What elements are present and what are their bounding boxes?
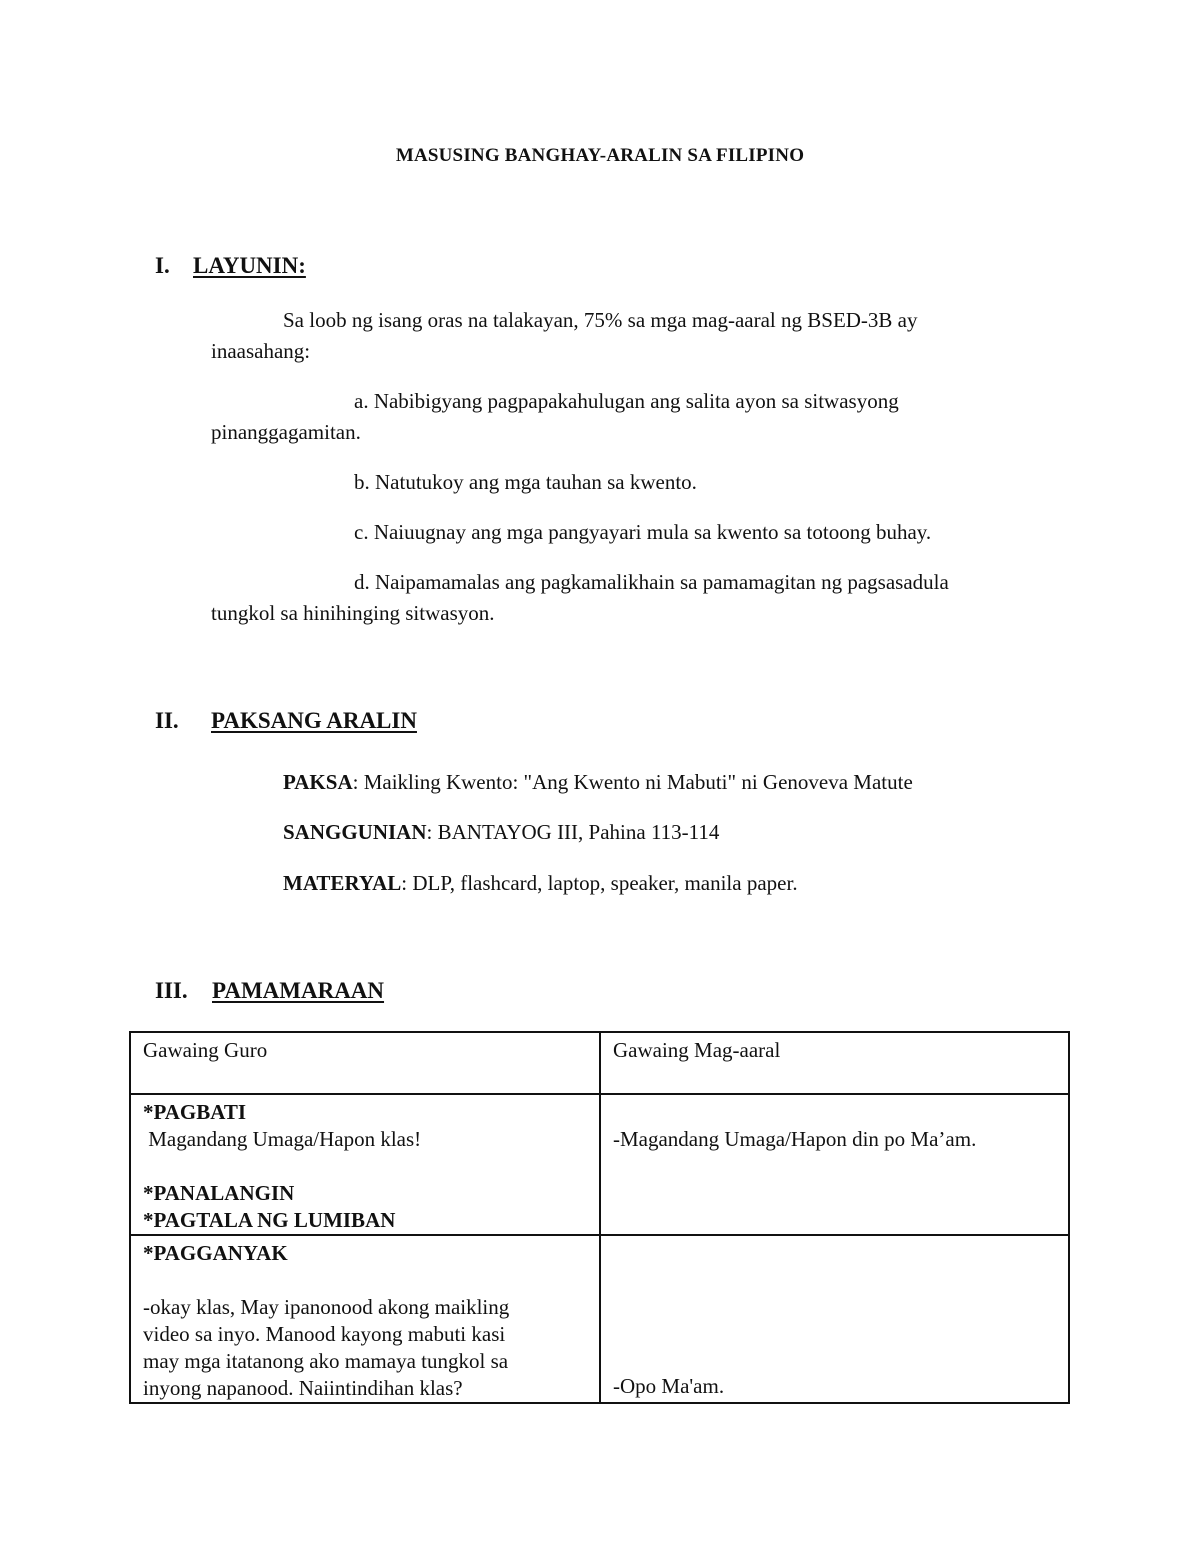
pagganyak-label: *PAGGANYAK [143, 1241, 288, 1265]
section-number: II. [155, 708, 179, 733]
objective-a-line2: pinanggagamitan. [211, 420, 361, 444]
objective-c: c. Naiuugnay ang mga pangyayari mula sa kwento sa totoong buhay. [354, 520, 932, 544]
objective-b: b. Natutukoy ang mga tauhan sa kwento. [354, 470, 697, 494]
pagganyak-line: may mga itatanong ako mamaya tungkol sa [143, 1349, 509, 1373]
objective-d-line2: tungkol sa hinihinging sitwasyon. [211, 601, 495, 625]
section-number: III. [155, 978, 188, 1003]
pagbati-label: *PAGBATI [143, 1100, 247, 1124]
header-gawaing-guro: Gawaing Guro [130, 1032, 600, 1094]
pagganyak-line: -okay klas, May ipanonood akong maikling [143, 1295, 510, 1319]
teacher-cell [130, 1235, 600, 1403]
paksa-value: : Maikling Kwento: "Ang Kwento ni Mabuti" ni Genoveva Matute [352, 770, 913, 794]
student-cell [600, 1094, 1069, 1235]
section-number: I. [155, 253, 170, 278]
section-label: PAMAMARAAN [212, 978, 385, 1003]
objective-d-line1: d. Naipamamalas ang pagkamalikhain sa pamamagitan ng pagsasadula [354, 570, 949, 594]
pagganyak-line: inyong napanood. Naiintindihan klas? [143, 1376, 463, 1400]
section-heading-pamamaraan [155, 978, 384, 1004]
intro-line-1: Sa loob ng isang oras na talakayan, 75% sa mga mag-aaral ng BSED-3B ay [283, 308, 918, 332]
intro-line-2: inaasahang: [211, 339, 311, 363]
greeting-text: Magandang Umaga/Hapon klas! [143, 1127, 422, 1151]
sanggunian-key: SANGGUNIAN [283, 820, 427, 844]
materyal-value: : DLP, flashcard, laptop, speaker, manila paper. [401, 871, 798, 895]
pagganyak-line: video sa inyo. Manood kayong mabuti kasi [143, 1322, 506, 1346]
student-response: -Opo Ma'am. [613, 1374, 725, 1398]
section-heading-layunin [155, 253, 306, 279]
pagtala-label: *PAGTALA NG LUMIBAN [143, 1208, 396, 1232]
table-header-row [130, 1032, 1069, 1094]
objective-a-line1: a. Nabibigyang pagpapakahulugan ang salita ayon sa sitwasyong [354, 389, 899, 413]
student-response: -Magandang Umaga/Hapon din po Ma’am. [613, 1127, 977, 1151]
section-heading-paksang-aralin [155, 708, 417, 734]
table-row [130, 1235, 1069, 1403]
document-title: MASUSING BANGHAY-ARALIN SA FILIPINO [395, 145, 805, 166]
section-label: LAYUNIN: [193, 253, 306, 278]
panalangin-label: *PANALANGIN [143, 1181, 295, 1205]
student-cell [600, 1235, 1069, 1403]
paksa-line [283, 767, 913, 798]
sanggunian-line [283, 817, 719, 848]
table-row [130, 1094, 1069, 1235]
sanggunian-value: : BANTAYOG III, Pahina 113-114 [426, 820, 720, 844]
section-label: PAKSANG ARALIN [211, 708, 417, 733]
teacher-cell [130, 1094, 600, 1235]
header-gawaing-mag-aaral: Gawaing Mag-aaral [600, 1032, 1069, 1094]
materyal-key: MATERYAL [283, 871, 402, 895]
paksa-key: PAKSA [283, 770, 353, 794]
materyal-line [283, 868, 798, 899]
procedure-table [129, 1031, 1070, 1404]
